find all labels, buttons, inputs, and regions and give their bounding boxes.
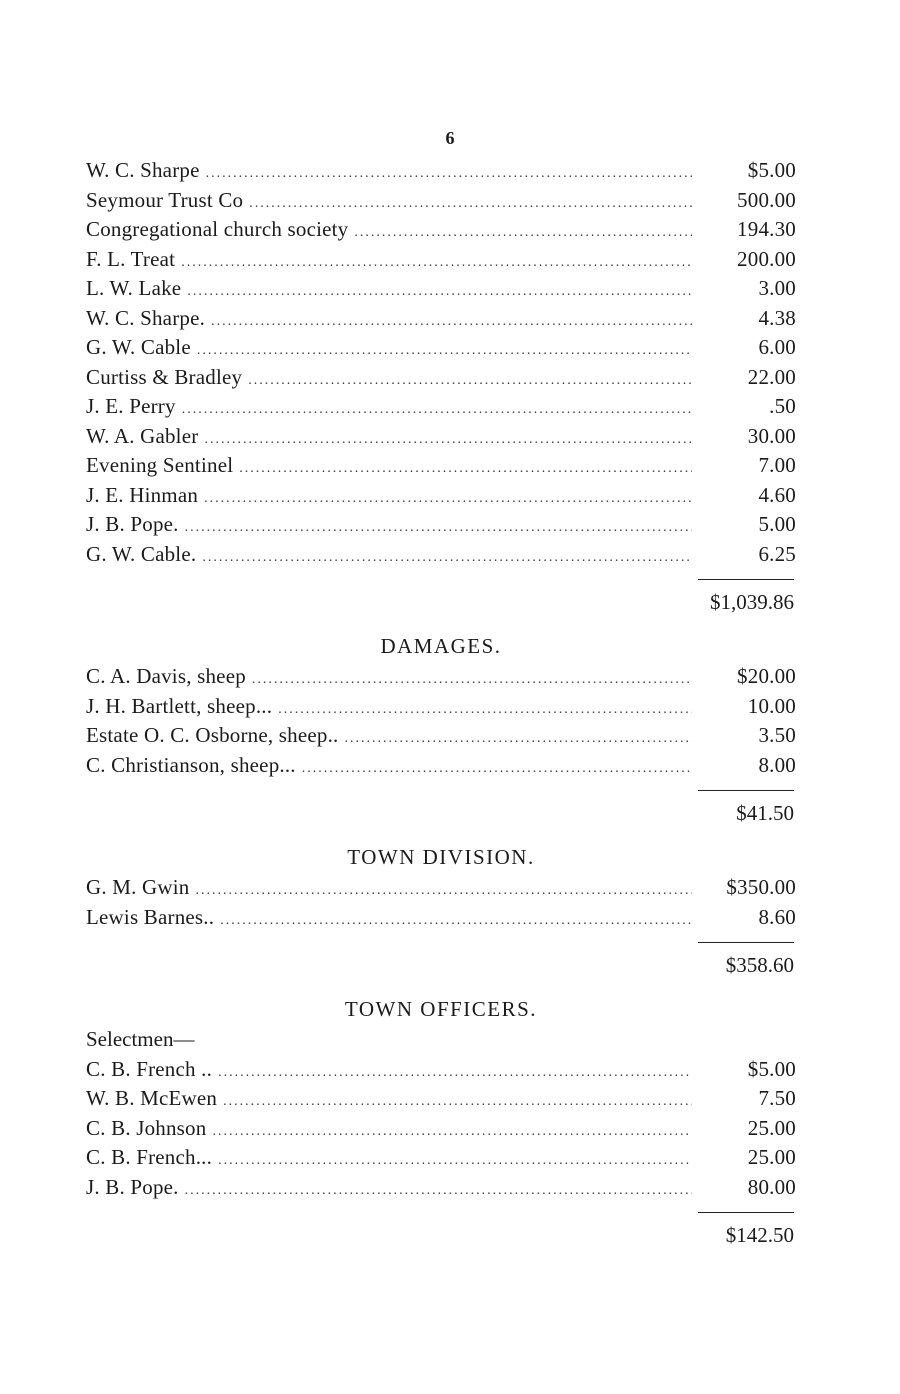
amount: 3.50 bbox=[758, 723, 796, 747]
dot-leader bbox=[187, 284, 692, 300]
page-number: 6 bbox=[445, 128, 455, 148]
payee-name: J. E. Perry bbox=[86, 394, 176, 418]
amount: 5.00 bbox=[758, 512, 796, 536]
dot-leader bbox=[204, 491, 692, 507]
amount: 4.38 bbox=[758, 305, 796, 330]
ledger-row bbox=[86, 453, 796, 483]
ledger-row bbox=[86, 483, 796, 513]
ledger-row bbox=[86, 1116, 796, 1146]
payee-name: G. M. Gwin bbox=[86, 875, 190, 899]
amount: 6.00 bbox=[758, 335, 796, 359]
amount: 500.00 bbox=[737, 187, 796, 212]
amount: 4.60 bbox=[758, 482, 796, 507]
ledger-row bbox=[86, 875, 796, 905]
amount: 8.60 bbox=[758, 904, 796, 929]
amount: 6.25 bbox=[758, 541, 796, 566]
payee-name: C. Christianson, sheep... bbox=[86, 752, 296, 777]
amount: $5.00 bbox=[747, 158, 796, 182]
amount: $20.00 bbox=[737, 664, 796, 688]
ledger-row bbox=[86, 723, 796, 753]
ledger-row bbox=[86, 306, 796, 336]
dot-leader bbox=[182, 402, 692, 418]
dot-leader bbox=[345, 731, 693, 747]
ledger-row bbox=[86, 1057, 796, 1087]
section-total: $358.60 bbox=[725, 953, 794, 977]
dot-leader bbox=[202, 550, 692, 566]
ledger-row bbox=[86, 512, 796, 542]
ledger-row bbox=[86, 247, 796, 277]
dot-leader bbox=[204, 432, 692, 448]
dot-leader bbox=[278, 702, 692, 718]
payee-name: C. A. Davis, sheep bbox=[86, 664, 246, 688]
payee-name: C. B. French .. bbox=[86, 1056, 213, 1081]
section-general bbox=[86, 158, 796, 620]
amount: 200.00 bbox=[737, 246, 796, 271]
payee-name: J. H. Bartlett, sheep... bbox=[86, 693, 273, 718]
amount: $5.00 bbox=[747, 1056, 796, 1081]
payee-name: C. B. Johnson bbox=[86, 1115, 207, 1140]
section-damages bbox=[86, 634, 796, 831]
payee-name: W. C. Sharpe. bbox=[86, 305, 206, 330]
section-heading: TOWN DIVISION. bbox=[347, 845, 535, 869]
payee-name: G. W. Cable bbox=[86, 335, 191, 359]
payee-name: G. W. Cable. bbox=[86, 541, 197, 566]
ledger-row bbox=[86, 188, 796, 218]
payee-name: Seymour Trust Co bbox=[86, 187, 244, 212]
payee-name: J. E. Hinman bbox=[86, 482, 199, 507]
payee-name: Estate O. C. Osborne, sheep.. bbox=[86, 723, 339, 747]
ledger-row bbox=[86, 1145, 796, 1175]
amount: 10.00 bbox=[747, 693, 796, 718]
ledger-row bbox=[86, 276, 796, 306]
ledger-row bbox=[86, 905, 796, 935]
payee-name: Evening Sentinel bbox=[86, 453, 234, 477]
payee-name: J. B. Pope. bbox=[86, 1174, 179, 1199]
payee-name: L. W. Lake bbox=[86, 276, 182, 300]
amount: 25.00 bbox=[747, 1145, 796, 1169]
section-town-officers bbox=[86, 997, 796, 1253]
payee-name: F. L. Treat bbox=[86, 246, 176, 271]
payee-name: W. C. Sharpe bbox=[86, 158, 200, 182]
ledger-row bbox=[86, 1086, 796, 1116]
dot-leader bbox=[185, 1183, 692, 1199]
ledger-row bbox=[86, 1175, 796, 1205]
payee-name: Lewis Barnes.. bbox=[86, 904, 215, 929]
ledger-row bbox=[86, 664, 796, 694]
ledger-row bbox=[86, 694, 796, 724]
section-total: $1,039.86 bbox=[710, 590, 794, 614]
amount: 7.00 bbox=[758, 453, 796, 477]
ledger-row bbox=[86, 542, 796, 572]
dot-leader bbox=[211, 314, 692, 330]
dot-leader bbox=[206, 166, 692, 182]
payee-name: C. B. French... bbox=[86, 1145, 213, 1169]
payee-name: Congregational church society bbox=[86, 217, 349, 241]
dot-leader bbox=[212, 1124, 692, 1140]
payee-name: Curtiss & Bradley bbox=[86, 364, 243, 389]
amount: 8.00 bbox=[758, 752, 796, 777]
dot-leader bbox=[220, 913, 692, 929]
dot-leader bbox=[223, 1094, 692, 1110]
amount: 194.30 bbox=[737, 217, 796, 241]
ledger-row bbox=[86, 753, 796, 783]
dot-leader bbox=[218, 1153, 692, 1169]
dot-leader bbox=[302, 761, 692, 777]
dot-leader bbox=[181, 255, 692, 271]
section-heading: TOWN OFFICERS. bbox=[344, 997, 538, 1021]
ledger-row bbox=[86, 365, 796, 395]
amount: 30.00 bbox=[747, 423, 796, 448]
dot-leader bbox=[239, 461, 692, 477]
dot-leader bbox=[249, 196, 692, 212]
amount: $350.00 bbox=[726, 875, 796, 899]
ledger-row bbox=[86, 217, 796, 247]
amount: 22.00 bbox=[747, 364, 796, 389]
section-town-division bbox=[86, 845, 796, 983]
amount: 80.00 bbox=[747, 1174, 796, 1199]
dot-leader bbox=[185, 520, 692, 536]
dot-leader bbox=[354, 225, 692, 241]
amount: 25.00 bbox=[747, 1115, 796, 1140]
dot-leader bbox=[248, 373, 692, 389]
payee-name: W. B. McEwen bbox=[86, 1086, 218, 1110]
ledger-row bbox=[86, 335, 796, 365]
dot-leader bbox=[196, 883, 692, 899]
ledger bbox=[86, 158, 796, 1253]
section-heading: DAMAGES. bbox=[380, 634, 502, 658]
payee-name: W. A. Gabler bbox=[86, 423, 199, 448]
section-total: $142.50 bbox=[725, 1223, 794, 1247]
amount: 3.00 bbox=[758, 276, 796, 300]
dot-leader bbox=[197, 343, 692, 359]
ledger-row bbox=[86, 394, 796, 424]
ledger-row bbox=[86, 424, 796, 454]
section-total: $41.50 bbox=[736, 801, 794, 825]
dot-leader bbox=[252, 672, 692, 688]
dot-leader bbox=[218, 1065, 692, 1081]
payee-name: J. B. Pope. bbox=[86, 512, 179, 536]
amount: .50 bbox=[769, 394, 796, 418]
ledger-row bbox=[86, 158, 796, 188]
amount: 7.50 bbox=[758, 1086, 796, 1110]
section-subheading: Selectmen— bbox=[86, 1027, 195, 1051]
